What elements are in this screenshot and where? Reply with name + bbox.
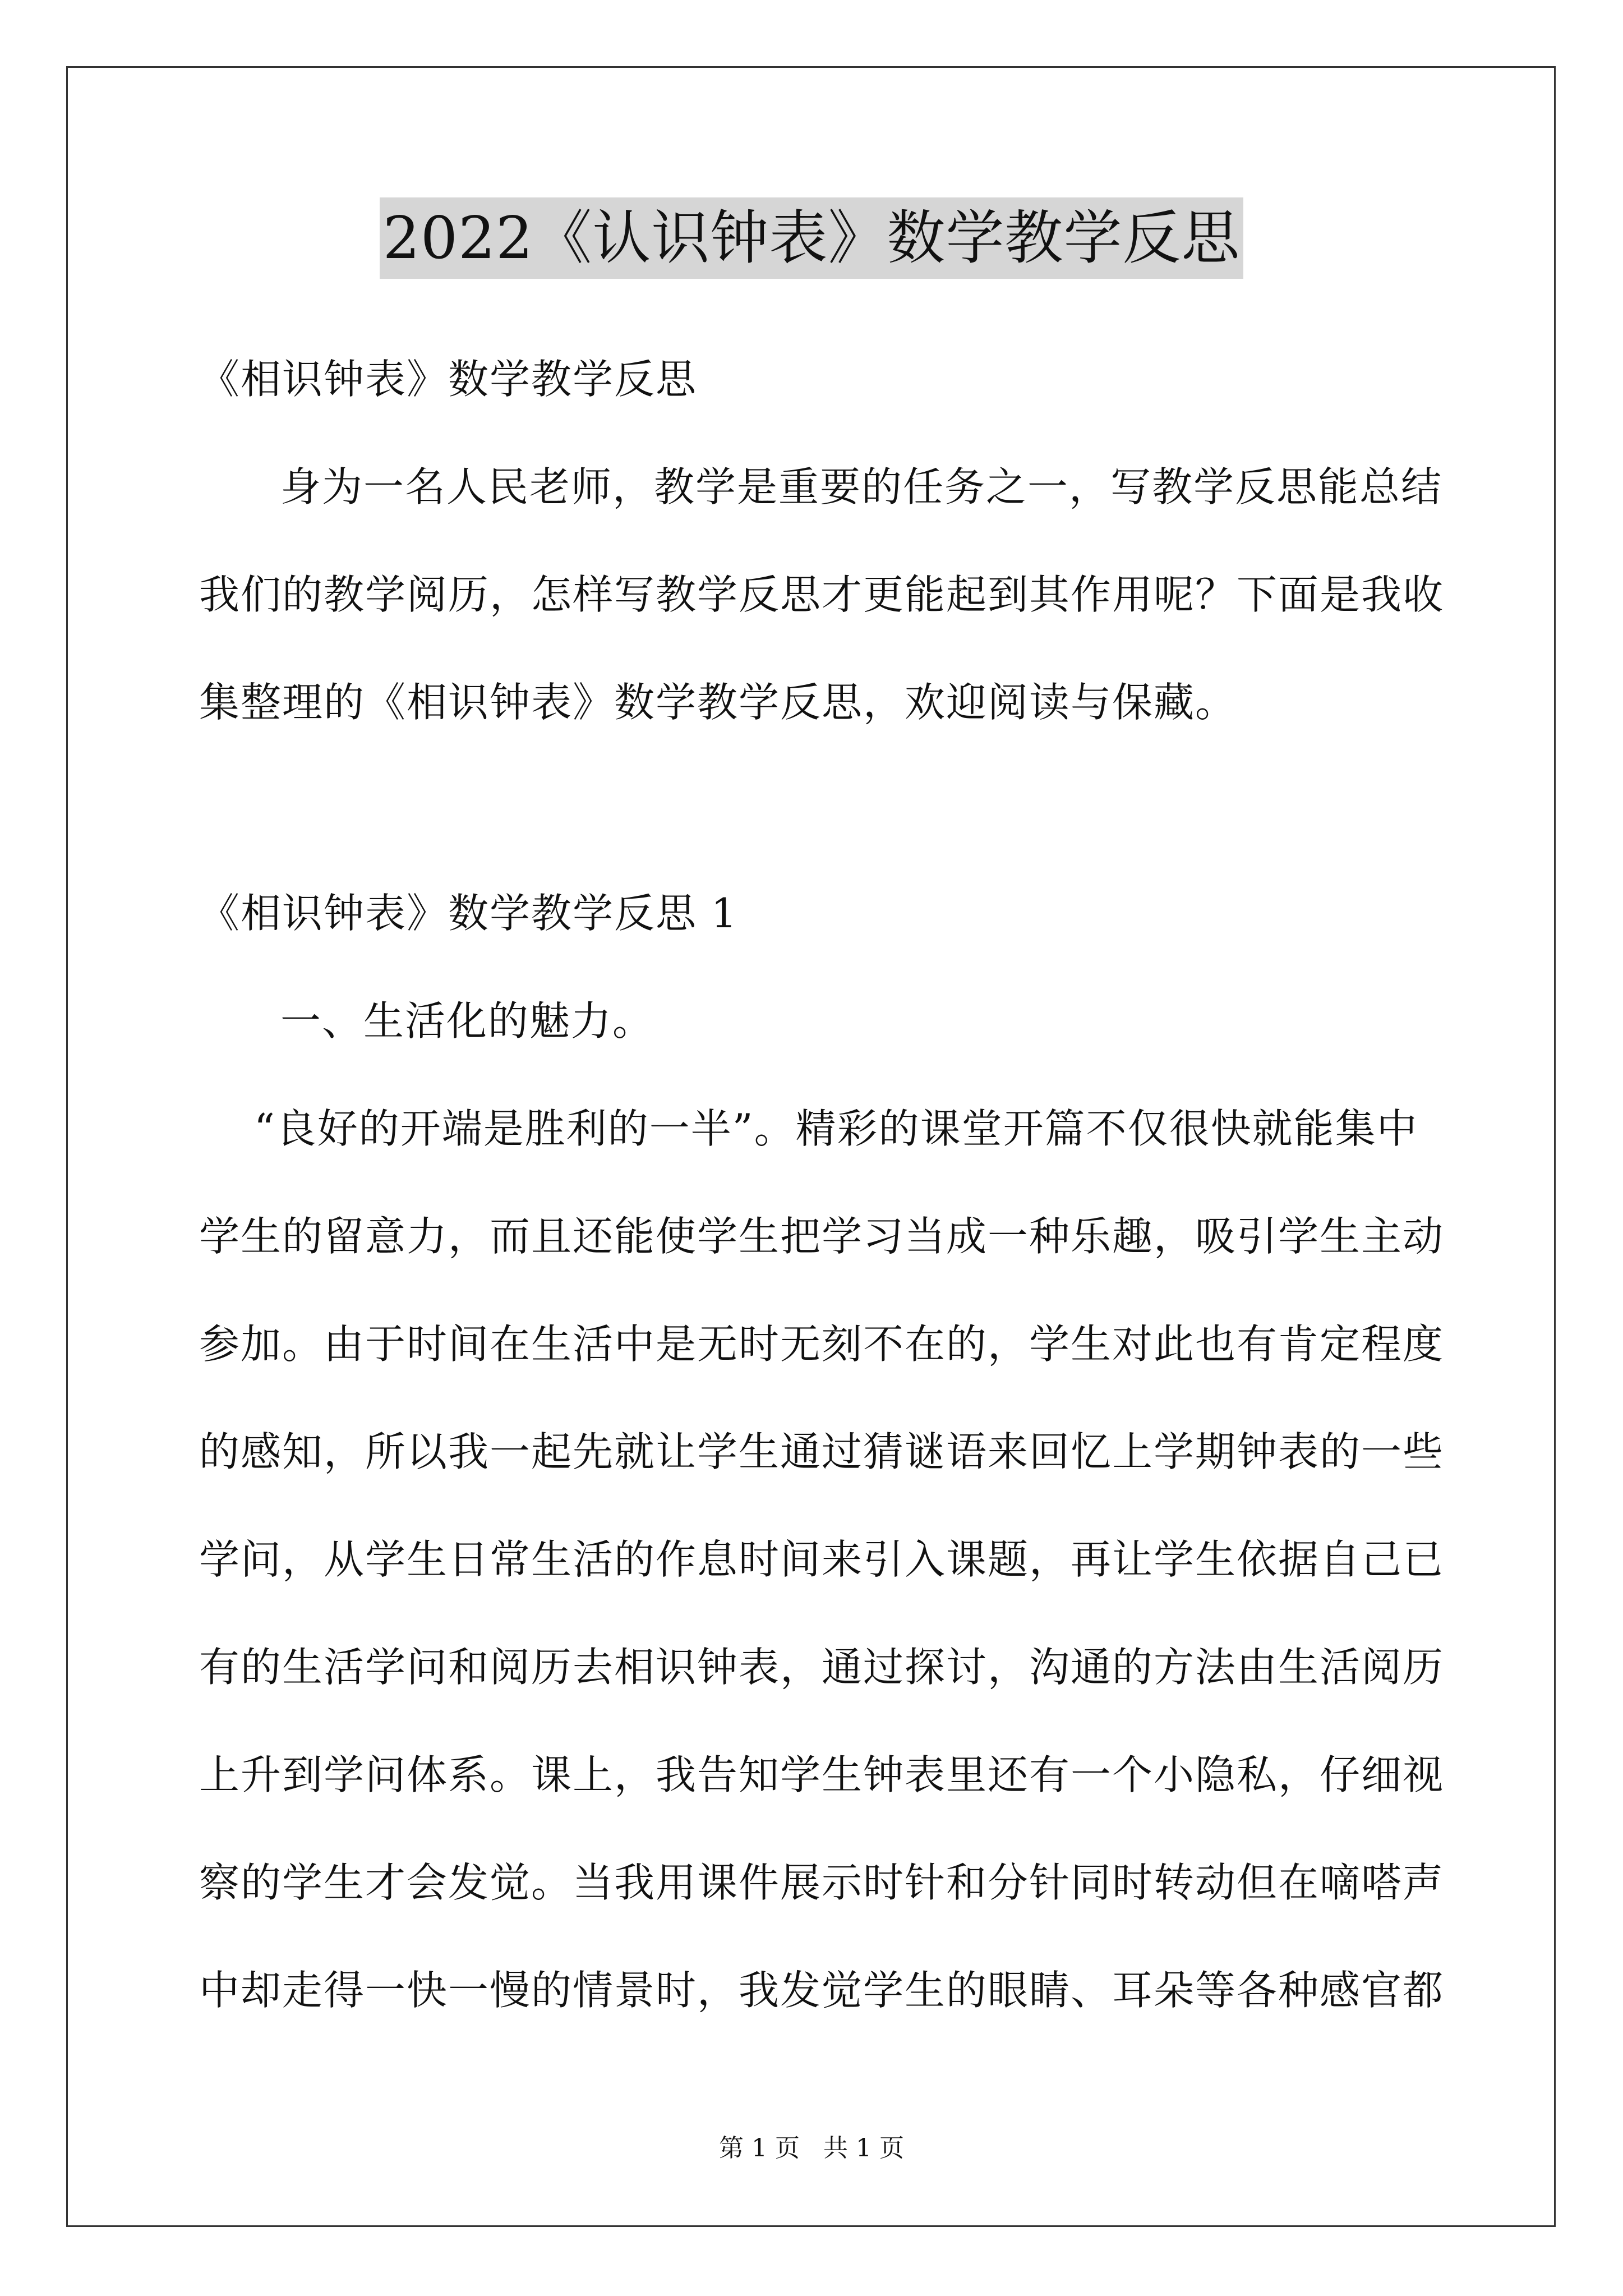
body-line: 学生的留意力，而且还能使学生把学习当成一种乐趣，吸引学生主动	[199, 1213, 1445, 1260]
page-title: 2022《认识钟表》数学教学反思	[380, 197, 1244, 279]
body-line: 中却走得一快一慢的情景时，我发觉学生的眼睛、耳朵等各种感官都	[199, 1967, 1445, 2014]
title-container	[0, 197, 1623, 279]
intro-line: 集整理的《相识钟表》数学教学反思，欢迎阅读与保藏。	[199, 679, 1237, 726]
intro-line: 我们的教学阅历，怎样写教学反思才更能起到其作用呢？下面是我收	[199, 571, 1445, 618]
section-title: 《相识钟表》数学教学反思 1	[199, 890, 738, 937]
body-line: 参加。由于时间在生活中是无时无刻不在的，学生对此也有肯定程度	[199, 1320, 1445, 1368]
document-subtitle: 《相识钟表》数学教学反思	[199, 356, 698, 403]
section-heading: 一、生活化的魅力。	[280, 997, 654, 1045]
intro-line: 身为一名人民老师，教学是重要的任务之一，写教学反思能总结	[280, 463, 1443, 510]
body-line: 的感知，所以我一起先就让学生通过猜谜语来回忆上学期钟表的一些	[199, 1428, 1445, 1475]
body-line: 上升到学问体系。课上，我告知学生钟表里还有一个小隐私，仔细视	[199, 1751, 1445, 1798]
page-footer: 第 1 页 共 1 页	[719, 2134, 904, 2162]
body-line: 学问，从学生日常生活的作息时间来引入课题，再让学生依据自己已	[199, 1536, 1445, 1583]
body-line: 有的生活学问和阅历去相识钟表，通过探讨，沟通的方法由生活阅历	[199, 1644, 1445, 1691]
body-line: “良好的开端是胜利的一半”。精彩的课堂开篇不仅很快就能集中	[254, 1105, 1418, 1152]
body-line: 察的学生才会发觉。当我用课件展示时针和分针同时转动但在嘀嗒声	[199, 1859, 1445, 1906]
